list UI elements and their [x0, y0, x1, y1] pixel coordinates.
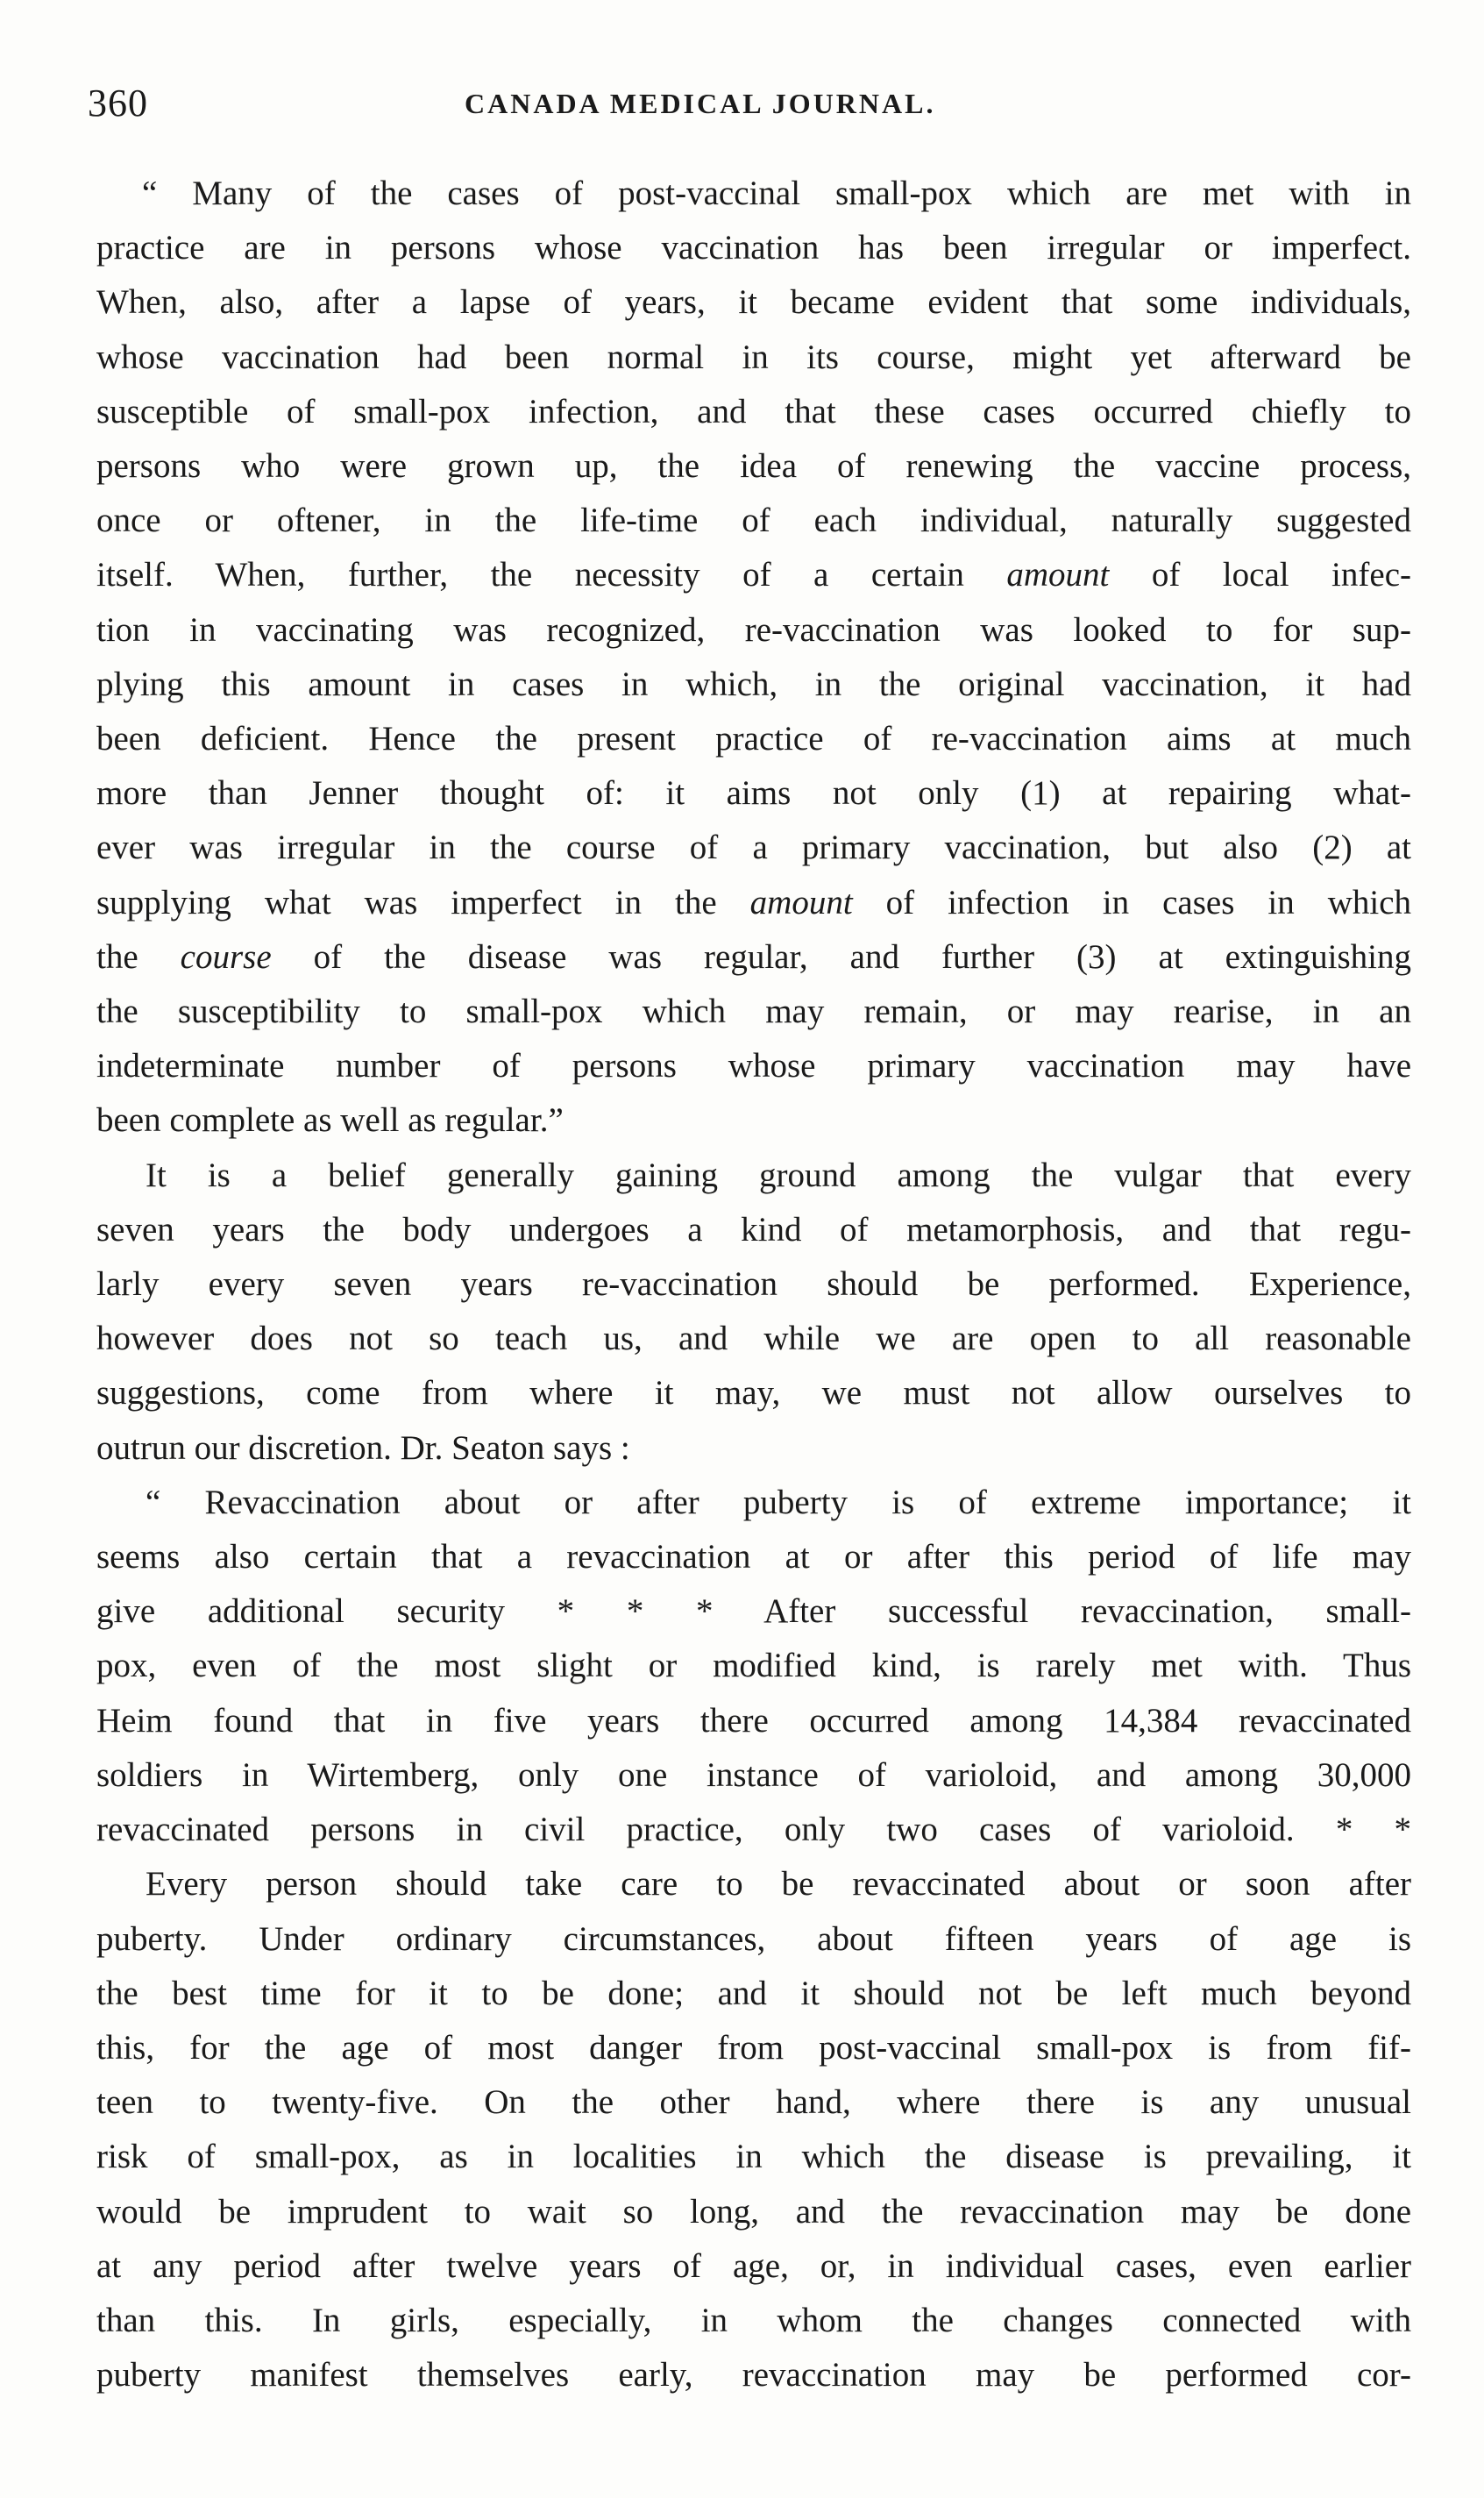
text-line: however does not so teach us, and while we are open to all reasonable	[96, 1320, 1411, 1358]
text-line	[96, 548, 1411, 602]
text-line: revaccinated persons in civil practice, only two cases of varioloid. * *	[96, 1811, 1411, 1849]
text-line: When, also, after a lapse of years, it became evident that some individuals,	[96, 283, 1411, 322]
text-line: “ Revaccination about or after puberty is of extreme importance; it	[146, 1483, 1411, 1521]
text-line: ever was irregular in the course of a primary vaccination, but also (2) at	[96, 829, 1411, 867]
running-head	[88, 81, 1420, 133]
text-line: seven years the body undergoes a kind of metamorphosis, and that regu-	[96, 1210, 1411, 1249]
text-segment: of the disease was regular, and further (3) at extinguishing	[271, 937, 1411, 976]
italic-emphasis: course	[180, 937, 272, 976]
text-line: “ Many of the cases of post-vaccinal small-pox which are met with in	[142, 174, 1411, 212]
text-line: teen to twenty-five. On the other hand, where there is any unusual	[96, 2083, 1411, 2122]
text-line: than this. In girls, especially, in whom the changes connected with	[96, 2301, 1411, 2339]
text-segment: of local infec-	[1109, 556, 1411, 594]
text-line	[96, 930, 1411, 985]
italic-emphasis: amount	[749, 883, 853, 922]
text-segment: itself. When, further, the necessity of a certain	[96, 556, 964, 594]
text-line: the susceptibility to small-pox which may remain, or may rearise, in an	[96, 993, 1411, 1031]
text-line	[96, 876, 1411, 930]
text-segment: supplying what was imperfect in the	[96, 883, 717, 922]
text-line: puberty. Under ordinary circumstances, about fifteen years of age is	[96, 1919, 1411, 1958]
text-line: been complete as well as regular.”	[96, 1101, 564, 1140]
text-line: indeterminate number of persons whose primary vaccination may have	[96, 1047, 1411, 1085]
text-line: risk of small-pox, as in localities in which the disease is prevailing, it	[96, 2138, 1411, 2176]
text-line: seems also certain that a revaccination at or after this period of life may	[96, 1538, 1411, 1576]
text-line: outrun our discretion. Dr. Seaton says :	[96, 1428, 630, 1467]
text-line: persons who were grown up, the idea of renewing the vaccine process,	[96, 447, 1411, 486]
text-line: the best time for it to be done; and it should not be left much beyond	[96, 1974, 1411, 2012]
text-line: would be imprudent to wait so long, and the revaccination may be done	[96, 2192, 1411, 2231]
text-line: plying this amount in cases in which, in the original vaccination, it had	[96, 665, 1411, 703]
text-line: It is a belief generally gaining ground among the vulgar that every	[146, 1156, 1411, 1194]
italic-emphasis: amount	[1006, 556, 1110, 594]
text-line: puberty manifest themselves early, revaccination may be performed cor-	[96, 2356, 1411, 2395]
text-line: give additional security * * * After successful revaccination, small-	[96, 1592, 1411, 1631]
text-line: larly every seven years re-vaccination should be performed. Experience,	[96, 1265, 1411, 1304]
text-line: been deficient. Hence the present practice of re-vaccination aims at much	[96, 720, 1411, 758]
text-line: at any period after twelve years of age, or, in individual cases, even earlier	[96, 2246, 1411, 2285]
page-number: 360	[88, 82, 148, 125]
text-line: pox, even of the most slight or modified kind, is rarely met with. Thus	[96, 1647, 1411, 1685]
journal-title: CANADA MEDICAL JOURNAL.	[465, 88, 936, 119]
text-segment: of infection in cases in which	[852, 883, 1411, 922]
body-text	[96, 167, 1411, 2402]
text-line: more than Jenner thought of: it aims not only (1) at repairing what-	[96, 774, 1411, 813]
text-line: Heim found that in five years there occurred among 14,384 revaccinated	[96, 1701, 1411, 1740]
text-line: soldiers in Wirtemberg, only one instance of varioloid, and among 30,000	[96, 1755, 1411, 1794]
text-line: this, for the age of most danger from post-vaccinal small-pox is from fif-	[96, 2028, 1411, 2067]
text-line: susceptible of small-pox infection, and that these cases occurred chiefly to	[96, 392, 1411, 431]
text-line: once or oftener, in the life-time of each individual, naturally suggested	[96, 502, 1411, 540]
text-line: practice are in persons whose vaccination has been irregular or imperfect.	[96, 229, 1411, 267]
text-line: Every person should take care to be revaccinated about or soon after	[146, 1865, 1411, 1904]
text-line: tion in vaccinating was recognized, re-vaccination was looked to for sup-	[96, 610, 1411, 649]
text-segment: the	[96, 937, 138, 976]
text-line: suggestions, come from where it may, we must not allow ourselves to	[96, 1374, 1411, 1413]
text-line: whose vaccination had been normal in its course, might yet afterward be	[96, 338, 1411, 376]
